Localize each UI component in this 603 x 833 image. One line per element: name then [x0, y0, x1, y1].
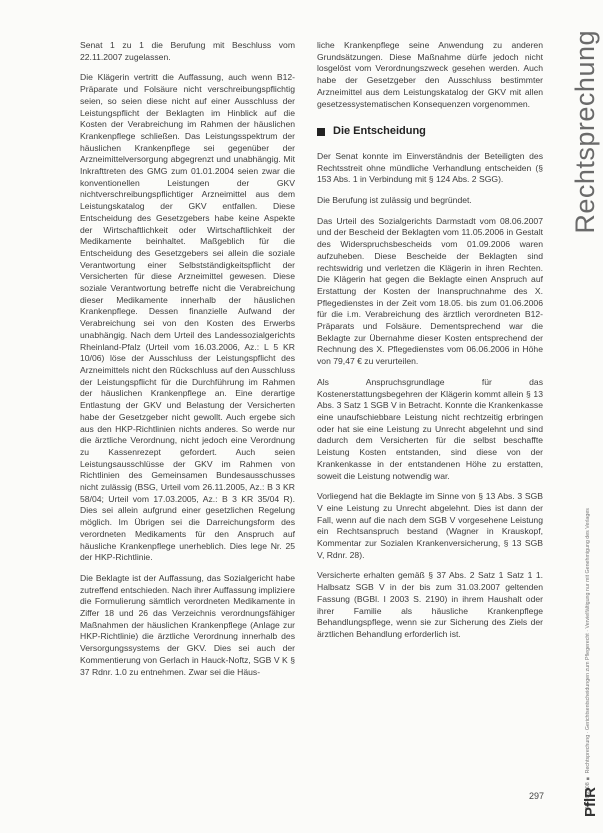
right-text-column	[317, 40, 543, 650]
paragraph: Der Senat konnte im Einverständnis der Beteiligten des Rechtsstreit ohne mündliche Verhandlung entscheiden (§ 153 Abs. 1 in Verbindung mit § 124 Abs. 2 SGG).	[317, 150, 543, 185]
square-bullet-icon	[317, 128, 325, 136]
paragraph: Senat 1 zu 1 die Berufung mit Beschluss vom 22.11.2007 zugelassen.	[80, 40, 295, 62]
paragraph: Das Urteil des Sozialgerichts Darmstadt vom 08.06.2007 und der Bescheid der Beklagten vom 11.05.2006 in Gestalt des Widerspruchsbescheids vom 01.09.2006 waren aufzuheben. Diese Bescheide der Beklagten sind rechtswidrig und verletzen die Klägerin in ihren Rechten. Die Klägerin hat gegen die Beklagte einen Anspruch auf Erstattung der Kosten der Inanspruchnahme des X. Pflegedienstes in der Zeit vom 18.05. bis zum 01.06.2006 für die i.m. Verabreichung des ärztlich verordneten B12-Präparats und Folsäure. Dementsprechend war die Beklagte zur Übernahme dieser Kosten entsprechend der Rechnung des X. Pflegedienstes vom 06.06.2006 in Höhe von 79,47 € zu verurteilen.	[317, 215, 543, 367]
page-number: 297	[529, 791, 545, 801]
section-heading	[317, 126, 543, 138]
side-footer-text: PflR 6/2008 ■ Rechtsprechung · Gerichtsentscheidungen zum Pflegerecht · Vervielfältigung nur mit Genehmigung des Verlages	[585, 508, 591, 810]
section-spine-label: Rechtsprechung	[570, 30, 600, 234]
paragraph: Versicherte erhalten gemäß § 37 Abs. 2 Satz 1 Satz 1 1. Halbsatz SGB V in der bis zum 31.03.2007 geltenden Fassung (BGBl. I 2003 S. 2190) in ihrem Haushalt oder ihrer Familie als häusliche Krankenpflege Behandlungspflege, wenn sie zur Sicherung des Ziels der ärztlichen Behandlung erforderlich ist.	[317, 570, 543, 639]
paragraph: Vorliegend hat die Beklagte im Sinne von § 13 Abs. 3 SGB V eine Leistung zu Unrecht abgelehnt. Dies ist dann der Fall, wenn auf die nach dem SGB V vorgesehene Leistung ein Rechtsanspruch bestand (Wagner in Krauskopf, Kommentar zur Sozialen Krankenversicherung, § 13 SGB V, Rdnr. 28).	[317, 491, 543, 560]
paragraph: Die Berufung ist zulässig und begründet.	[317, 195, 472, 206]
paragraph: liche Krankenpflege seine Anwendung zu anderen Grundsätzungen. Diese Maßnahme dürfe jedoch nicht losgelöst vom Verordnungszweck gesehen werden. Auch habe der Gesetzgeber den Ausschluss bestimmter Arzneimittel aus dem Leistungskatalog der GKV mit allen gesetzessystematischen Konsequenzen vorgenommen.	[317, 40, 543, 109]
journal-logo: PflR	[582, 787, 599, 817]
paragraph: Die Klägerin vertritt die Auffassung, auch wenn B12-Präparate und Folsäure nicht verschreibungspflichtig seien, so seien diese nicht auf einer Ausschluss der Leistungspflicht der Beklagten im Hinblick auf die Kosten der Verabreichung im Rahmen der häuslichen Krankenpflege schließen. Das Leistungsspektrum der häuslichen Krankenpflege sei gegenüber der Arzneimittelversorgung abgegrenzt und unabhängig. Mit Inkrafttreten des GMG zum 01.01.2004 seien zwar die konventionellen Leistungen der GKV nichtverschreibungspflichtiger Arzneimittel aus dem Leistungskatalog der GKV entfallen. Diese Entscheidung des Gesetzgebers habe keine Aspekte der Wirtschaftlichkeit oder Wirtschaftlichkeit der Medikamente beinhaltet. Maßgeblich für die Entscheidung des Gesetzgebers sei allein die soziale Verantwortung einer Selbstständigkeitspflicht der Versicherten für diese Arzneimittel gewesen. Diese soziale Verantwortung betreffe nicht die Verabreichung dieser Medikamente innerhalb der häuslichen Krankenpflege. Dessen finanzielle Aufwand der Verabreichung sei von den Kosten des Erwerbs unabhängig. Nach dem Urteil des Landessozialgerichts Rheinland-Pfalz (Urteil vom 16.03.2006, Az.: L 5 KR 10/06) löse der Ausschluss der Leistungspflicht des Arzneimittels nicht den Rückschluss auf den Ausschluss der Leistungspflicht für die Durchführung im Rahmen der häuslichen Krankenpflege an. Eine derartige Entlastung der GKV und Belastung der Versicherten habe der Gesetzgeber nicht gewollt. Auch ergebe sich aus den HKP-Richtlinien nichts anderes. So werde nur die ärztliche Verordnung, nicht jedoch eine Verordnung zu Kassenrezept gefordert. Auch seien Leistungsausschlüsse der GKV im Rahmen von Richtlinien des Gemeinsamen Bundesausschusses nicht zulässig (BSG, Urteil vom 26.11.2005, Az.: B 3 KR 58/04; Urteil vom 17.03.2005, Az.: B 3 KR 35/04 R). Dies sei allein aufgrund einer gesetzlichen Regelung möglich. Im Übrigen sei die Darreichungsform des verordneten Medikaments für den Anspruch auf häusliche Krankenpflege unerheblich. Dies lege Nr. 25 der HKP-Richtlinie.	[80, 72, 295, 563]
section-heading-text: Die Entscheidung	[333, 125, 426, 138]
left-text-column	[80, 40, 295, 687]
paragraph: Die Beklagte ist der Auffassung, das Sozialgericht habe zutreffend entschieden. Nach ihrer Auffassung impliziere die Formulierung sämtlich verordneten Medikamente in Ziffer 18 und 26 das Verzeichnis verordnungsfähiger Maßnahmen der häuslichen Krankenpflege (Anlage zur HKP-Richtlinie) die ärztliche Verordnung innerhalb des Versorgungssystems der GKV. Dies sei auch der Kommentierung von Gerlach in Hauck-Noftz, SGB V K § 37 Rdnr. 1.0 zu entnehmen. Zwar sei die Häus-	[80, 572, 295, 677]
paragraph: Als Anspruchsgrundlage für das Kostenerstattungsbegehren der Klägerin kommt allein § 13 Abs. 3 Satz 1 SGB V in Betracht. Konnte die Krankenkasse eine unaufschiebbare Leistung nicht rechtzeitig erbringen oder hat sie eine Leistung zu Unrecht abgelehnt und sind dadurch dem Versicherten für die selbst beschaffte Leistung Kosten entstanden, sind diese von der Krankenkasse in der entstandenen Höhe zu erstatten, soweit die Leistung notwendig war.	[317, 376, 543, 481]
